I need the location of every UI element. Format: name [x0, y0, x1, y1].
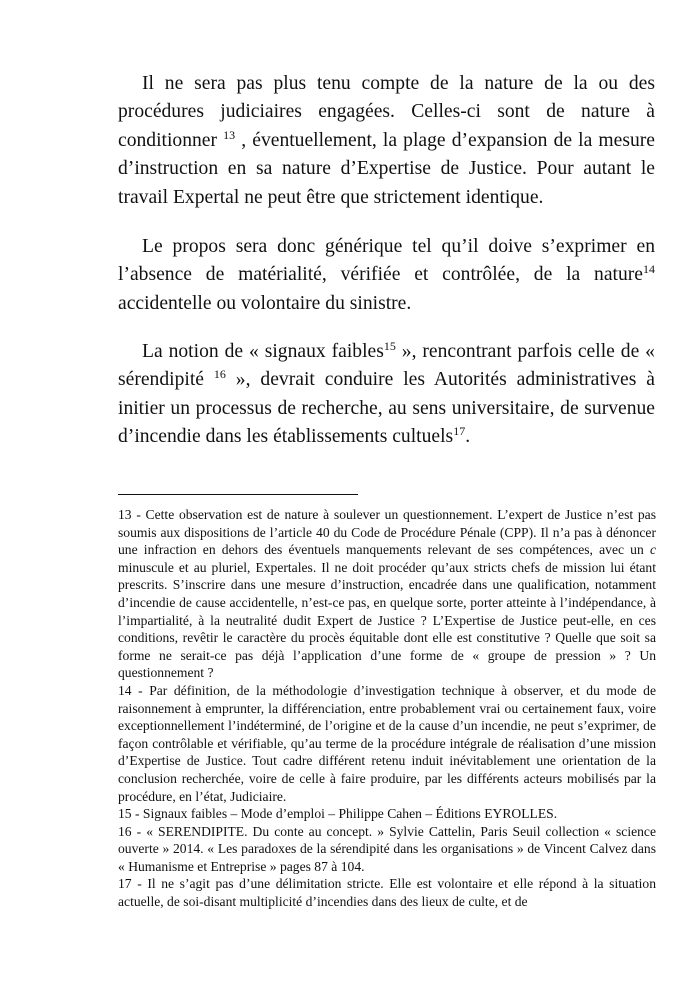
p3-text-part2: », rencontrant parfois celle de « sérendipité — [118, 341, 655, 391]
p1-text-end: , éventuellement, la plage d’expansion de la mesure d’instruction en sa nature d’Expertise de Justice. Pour autant le travail Expertal ne peut être que strictement identique. — [118, 129, 655, 208]
footnote-ref-15[interactable]: 15 — [383, 339, 396, 353]
footnote-14: 14 - Par définition, de la méthodologie d’investigation technique à observer, et du mode de raisonnement à emprunter, la différenciation, entre probablement vrai ou certainement faux, voire exceptionnellement l’indéterminé, de l’origine et de la cause d’un incendie, ne peut s’exprimer, de façon contrôlable et vérifiable, qu’au terme de la procédure intégrale de réalisation d’une mission d’Expertise de Justice. Tout cadre différent retenu induit inévitablement une orientation de la conclusion recherchée, voire de celle à faire produire, par les différents acteurs mobilisés par la procédure, en l’état, Judiciaire. — [118, 682, 656, 804]
footnote-13 — [118, 506, 656, 682]
p1-text-start: Il ne sera pas plus tenu compte de la nature de la ou des procédures judiciaires engagées. Celles-ci sont de nature à conditionner — [118, 73, 655, 151]
p3-text-part4: . — [465, 426, 471, 448]
footnote-separator — [118, 494, 358, 495]
p2-text-end: accidentelle ou volontaire du sinistre. — [118, 292, 412, 314]
paragraph-weak-signals — [118, 338, 655, 452]
footnote-13-text-end: minuscule et au pluriel, Expertales. Il ne doit procéder qu’aux stricts chefs de mission lui étant prescrits. S’inscrire dans une mesure d’instruction, encadrée dans une qualification, notamment d’incendie de cause accidentelle, n’est-ce pas, en quelque sorte, porter atteinte à l’indépendance, à l’impartialité, à la neutralité dudit Expert de Justice ? L’Expertise de Justice peut-elle, en ces conditions, revêtir le caractère du procès équitable dont elle est constitutive ? Quelle que soit sa forme ne serait-ce pas déjà l’application d’une forme de « groupe de pression » ? Un questionnement ? — [118, 559, 656, 681]
footnote-16: 16 - « SERENDIPITE. Du conte au concept. » Sylvie Cattelin, Paris Seuil collection « science ouverte » 2014. « Les paradoxes de la sérendipité dans les organisations » de Vincent Calvez dans « Humanisme et Entreprise » pages 87 à 104. — [118, 823, 656, 874]
footnote-ref-14[interactable]: 14 — [643, 262, 655, 277]
footnotes-section — [118, 506, 656, 911]
paragraph-generic-purpose — [118, 233, 655, 318]
footnote-13-italic: c — [649, 542, 656, 558]
p2-text-start: Le propos sera donc générique tel qu’il doive s’exprimer en l’absence de matérialité, vérifiée et contrôlée, de la nature — [118, 236, 655, 286]
footnote-15: 15 - Signaux faibles – Mode d’emploi – Philippe Cahen – Éditions EYROLLES. — [118, 806, 558, 822]
footnote-13-text-start: 13 - Cette observation est de nature à soulever un questionnement. L’expert de Justice n’est pas soumis aux dispositions de l’article 40 du Code de Procédure Pénale (CPP). Il n’a pas à dénoncer une infraction en dehors des éventuels manquements relevant de ses compétences, avec un — [118, 507, 656, 558]
footnote-ref-13[interactable]: 13 — [223, 127, 236, 142]
p3-text-part3: », devrait conduire les Autorités administratives à initier un processus de recherche, au sens universitaire, de survenue d’incendie dans les établissements cultuels — [118, 369, 655, 448]
footnote-ref-16[interactable]: 16 — [213, 367, 226, 382]
p3-text-part1: La notion de « signaux faibles — [142, 341, 384, 362]
paragraph-procedures — [118, 70, 655, 212]
footnote-ref-17[interactable]: 17 — [453, 424, 466, 439]
footnote-17: 17 - Il ne s’agit pas d’une délimitation stricte. Elle est volontaire et elle répond à la situation actuelle, de soi-disant multiplicité d’incendies dans des lieux de culte, et de — [118, 876, 656, 910]
